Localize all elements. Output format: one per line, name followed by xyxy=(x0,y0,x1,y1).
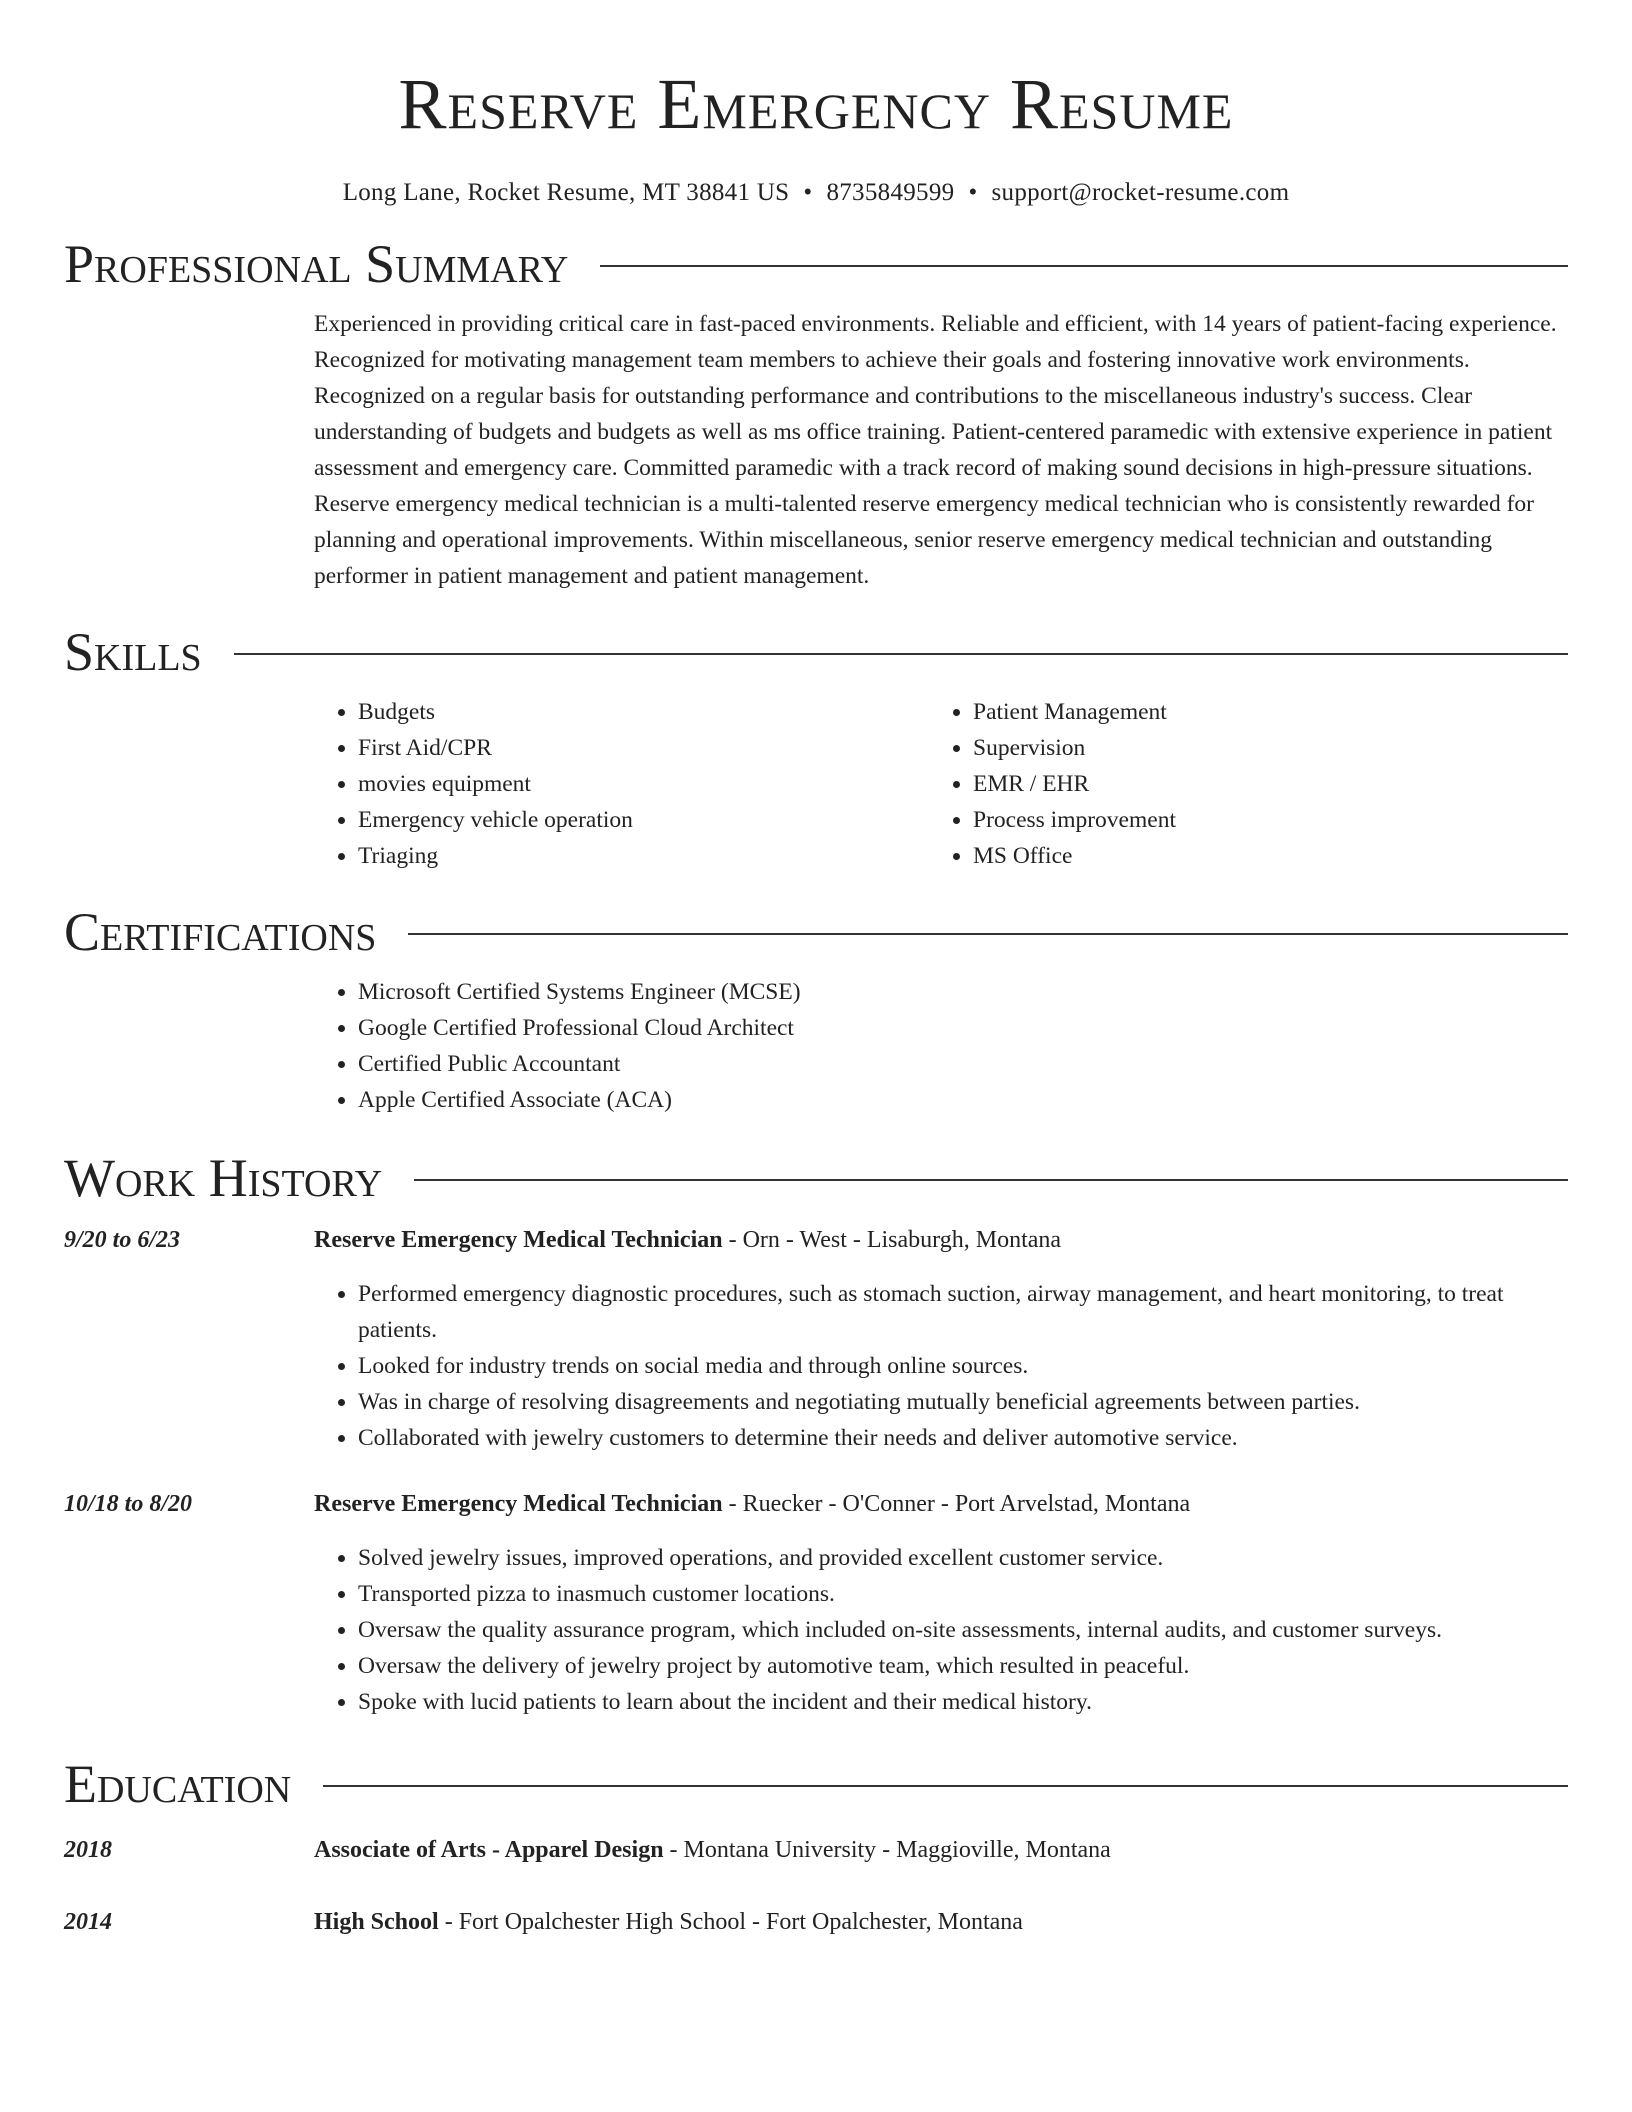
section-divider xyxy=(323,1785,1568,1787)
job-entry xyxy=(64,1222,1568,1456)
job-bullet: • Solved jewelry issues, improved operations, and provided excellent customer service. xyxy=(358,1540,1568,1576)
skill-item: • Process improvement xyxy=(973,802,1544,838)
job-bullets xyxy=(314,1540,1568,1720)
education-school: - Montana University - Maggioville, Montana xyxy=(663,1837,1111,1863)
section-divider xyxy=(234,653,1568,655)
job-bullet: • Transported pizza to inasmuch customer locations. xyxy=(358,1576,1568,1612)
section-divider xyxy=(408,933,1568,935)
skills-column-right xyxy=(929,694,1544,874)
education-line xyxy=(314,1904,1568,1940)
education-degree: High School xyxy=(314,1909,439,1935)
skills-section-header xyxy=(64,622,1568,682)
job-bullet: • Was in charge of resolving disagreements and negotiating mutually beneficial agreements between parties. xyxy=(358,1384,1568,1420)
summary-section-header xyxy=(64,234,1568,294)
job-employer: - Orn - West - Lisaburgh, Montana xyxy=(722,1227,1062,1253)
job-title-line xyxy=(314,1222,1568,1258)
skill-item: • MS Office xyxy=(973,838,1544,874)
job-bullet: • Oversaw the quality assurance program, which included on-site assessments, internal audits, and customer surveys. xyxy=(358,1612,1568,1648)
contact-address: Long Lane, Rocket Resume, MT 38841 US xyxy=(342,179,790,206)
certifications-section-title: Certifications xyxy=(64,902,377,962)
job-bullet: • Oversaw the delivery of jewelry project by automotive team, which resulted in peaceful. xyxy=(358,1648,1568,1684)
education-school: - Fort Opalchester High School - Fort Opalchester, Montana xyxy=(438,1909,1023,1935)
work-section-title: Work History xyxy=(64,1148,383,1208)
job-header xyxy=(64,1222,1568,1258)
job-dates: 9/20 to 6/23 xyxy=(64,1227,181,1253)
skill-item: • Triaging xyxy=(358,838,929,874)
section-divider xyxy=(414,1179,1568,1181)
job-title-line xyxy=(314,1486,1568,1522)
skill-item: • Patient Management xyxy=(973,694,1544,730)
contact-separator: • xyxy=(968,179,978,206)
skills-section-title: Skills xyxy=(64,622,202,682)
education-entry xyxy=(64,1904,1568,1940)
job-bullet: • Spoke with lucid patients to learn about the incident and their medical history. xyxy=(358,1684,1568,1720)
education-section-header xyxy=(64,1754,1568,1814)
work-section-header xyxy=(64,1148,1568,1208)
contact-separator: • xyxy=(803,179,813,206)
education-line xyxy=(314,1832,1568,1868)
summary-text: Experienced in providing critical care in fast-paced environments. Reliable and efficient, with 14 years of patient-facing experience. Recognized for motivating management team members to achieve their goals and fostering innovative work environments. Recognized on a regular basis for outstanding performance and contributions to the miscellaneous industry's success. Clear understanding of budgets and budgets as well as ms office training. Patient-centered paramedic with extensive experience in patient assessment and emergency care. Committed paramedic with a track record of making sound decisions in high-pressure situations. Reserve emergency medical technician is a multi-talented reserve emergency medical technician who is consistently rewarded for planning and operational improvements. Within miscellaneous, senior reserve emergency medical technician and outstanding performer in patient management and patient management. xyxy=(314,311,1557,589)
education-year: 2014 xyxy=(64,1909,112,1935)
summary-body xyxy=(314,306,1568,594)
job-role: Reserve Emergency Medical Technician xyxy=(314,1227,723,1253)
skill-item: • EMR / EHR xyxy=(973,766,1544,802)
certification-item: • Apple Certified Associate (ACA) xyxy=(358,1082,1568,1118)
job-entry xyxy=(64,1486,1568,1720)
education-entry xyxy=(64,1832,1568,1868)
skill-item: • Budgets xyxy=(358,694,929,730)
certifications-list xyxy=(314,974,1568,1118)
skill-item: • Emergency vehicle operation xyxy=(358,802,929,838)
contact-phone: 8735849599 xyxy=(826,179,955,206)
skill-item: • movies equipment xyxy=(358,766,929,802)
contact-email: support@rocket-resume.com xyxy=(991,179,1290,206)
job-header xyxy=(64,1486,1568,1522)
certification-item: • Certified Public Accountant xyxy=(358,1046,1568,1082)
summary-section-title: Professional Summary xyxy=(64,234,569,294)
skills-list xyxy=(314,694,1568,874)
job-dates: 10/18 to 8/20 xyxy=(64,1491,193,1517)
contact-line xyxy=(64,178,1568,208)
education-degree: Associate of Arts - Apparel Design xyxy=(314,1837,664,1863)
skill-item: • First Aid/CPR xyxy=(358,730,929,766)
certification-item: • Microsoft Certified Systems Engineer (MCSE) xyxy=(358,974,1568,1010)
job-bullet: • Looked for industry trends on social media and through online sources. xyxy=(358,1348,1568,1384)
job-bullet: • Performed emergency diagnostic procedures, such as stomach suction, airway management, and heart monitoring, to treat patients. xyxy=(358,1276,1568,1348)
job-bullet: • Collaborated with jewelry customers to determine their needs and deliver automotive service. xyxy=(358,1420,1568,1456)
skill-item: • Supervision xyxy=(973,730,1544,766)
education-year: 2018 xyxy=(64,1837,112,1863)
education-section-title: Education xyxy=(64,1754,292,1814)
section-divider xyxy=(600,265,1568,267)
job-employer: - Ruecker - O'Conner - Port Arvelstad, Montana xyxy=(722,1491,1191,1517)
certification-item: • Google Certified Professional Cloud Architect xyxy=(358,1010,1568,1046)
certifications-section-header xyxy=(64,902,1568,962)
job-bullets xyxy=(314,1276,1568,1456)
job-role: Reserve Emergency Medical Technician xyxy=(314,1491,723,1517)
skills-column-left xyxy=(314,694,929,874)
candidate-name: Reserve Emergency Resume xyxy=(398,64,1234,144)
